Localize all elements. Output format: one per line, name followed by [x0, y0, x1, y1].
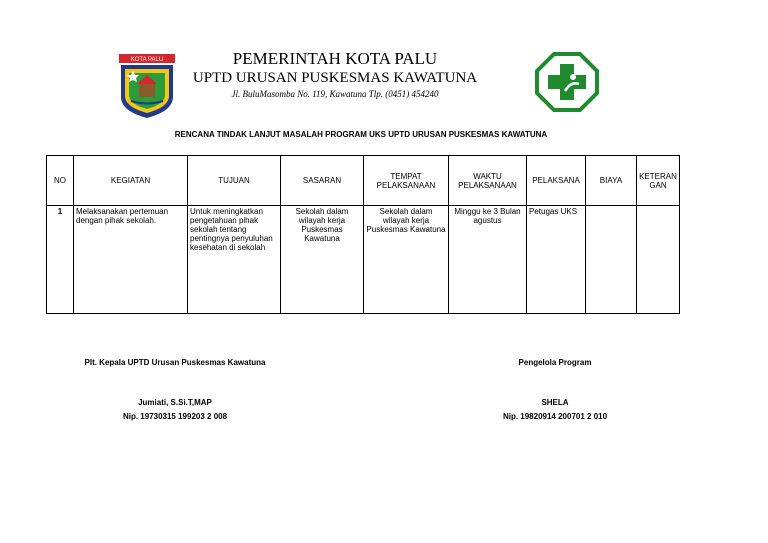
header-line-1: PEMERINTAH KOTA PALU	[232, 49, 438, 68]
document-title: RENCANA TINDAK LANJUT MASALAH PROGRAM UKS UPTD URUSAN PUSKESMAS KAWATUNA	[174, 130, 548, 139]
header-biaya: BIAYA	[586, 156, 637, 206]
header-keterangan: KETERAN GAN	[637, 156, 680, 206]
header-waktu: WAKTU PELAKSANAAN	[449, 156, 527, 206]
cell-pelaksana: Petugas UKS	[527, 206, 586, 314]
table-header-row	[47, 156, 680, 206]
header-sasaran: SASARAN	[281, 156, 364, 206]
right-signature-role: Pengelola Program	[518, 358, 592, 367]
cell-sasaran: Sekolah dalam wilayah kerja Puskesmas Kawatuna	[281, 206, 364, 314]
svg-text:KOTA PALU: KOTA PALU	[130, 57, 164, 63]
right-signature-name: SHELA	[541, 398, 569, 407]
header-kegiatan: KEGIATAN	[74, 156, 188, 206]
left-signature-nip: Nip. 19730315 199203 2 008	[122, 412, 228, 421]
cell-tempat: Sekolah dalam wilayah kerja Puskesmas Kawatuna	[364, 206, 449, 314]
header-line-2: UPTD URUSAN PUSKESMAS KAWATUNA	[192, 70, 478, 86]
cell-waktu: Minggu ke 3 Bulan agustus	[449, 206, 527, 314]
header-address: Jl. BuluMasomba No. 119, Kawatuna Tlp. (0451) 454240	[231, 89, 439, 99]
table-row	[47, 206, 680, 314]
cell-kegiatan: Melaksanakan pertemuan dengan pihak sekolah.	[74, 206, 188, 314]
cell-tujuan: Untuk meningkatkan pengetahuan pihak sekolah tentang pentingnya penyuluhan kesehatan di sekolah	[188, 206, 281, 314]
puskesmas-logo	[535, 51, 599, 113]
left-signature-name: Jumiati, S.Si.T,MAP	[138, 398, 212, 407]
left-signature-role: Plt. Kepala UPTD Urusan Puskesmas Kawatuna	[84, 358, 266, 367]
header-no: NO	[47, 156, 74, 206]
cell-biaya	[586, 206, 637, 314]
header-pelaksana: PELAKSANA	[527, 156, 586, 206]
kota-palu-logo	[117, 53, 177, 119]
rtl-table	[46, 155, 680, 314]
header-tujuan: TUJUAN	[188, 156, 281, 206]
header-tempat: TEMPAT PELAKSANAAN	[364, 156, 449, 206]
cell-keterangan	[637, 206, 680, 314]
cell-no: 1	[47, 206, 74, 314]
right-signature-nip: Nip. 19820914 200701 2 010	[502, 412, 608, 421]
